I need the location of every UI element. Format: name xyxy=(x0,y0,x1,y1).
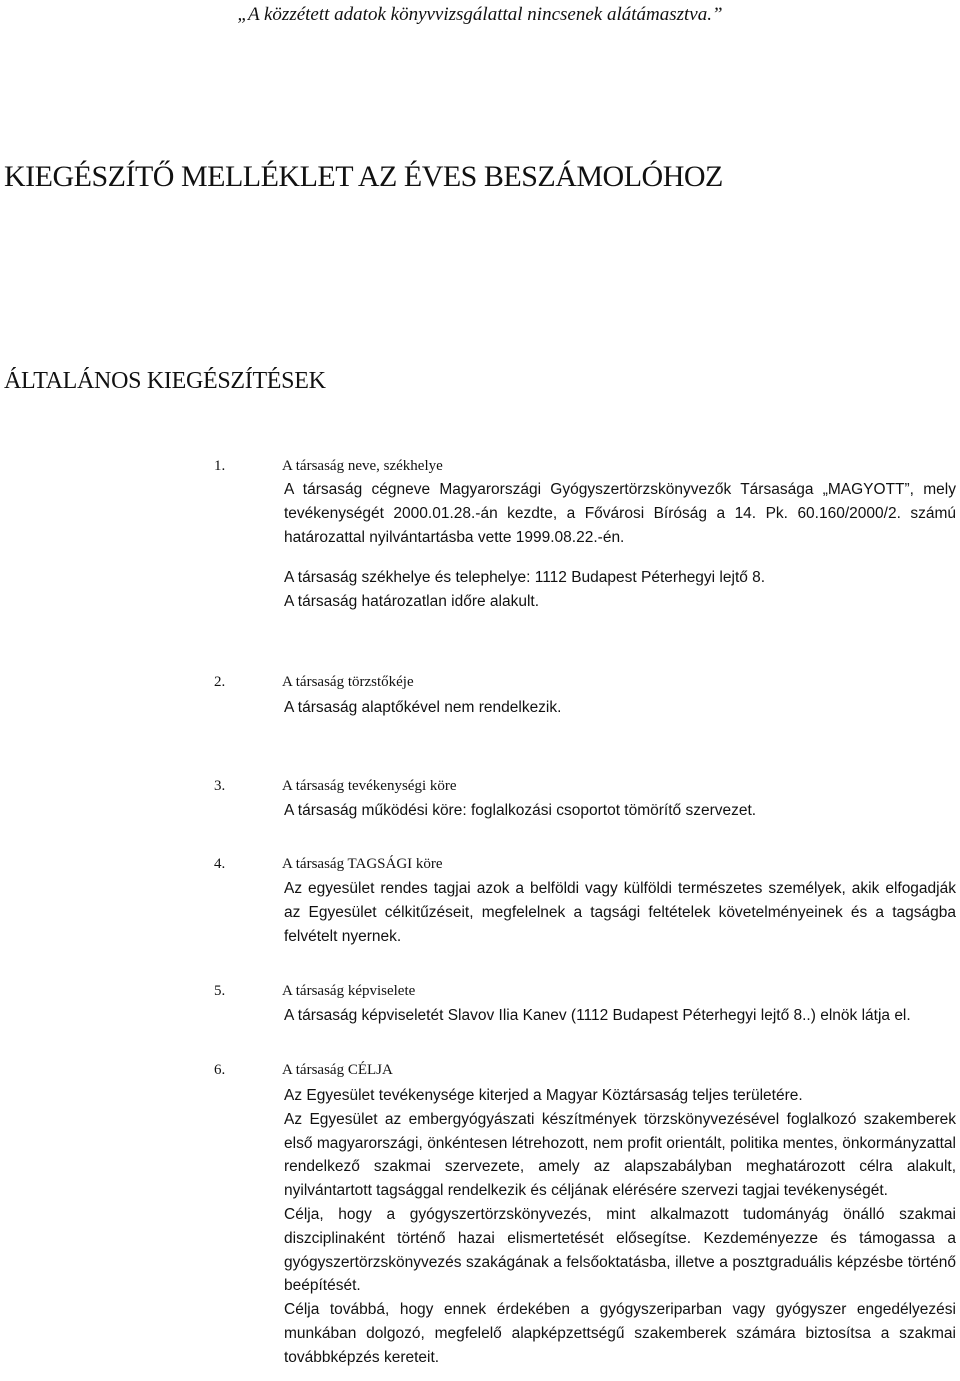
item-label: A társaság tevékenységi köre xyxy=(282,778,457,794)
item-number: 1. xyxy=(214,458,226,474)
item-3-body xyxy=(284,799,956,823)
item-3-paragraph-1: A társaság működési köre: foglalkozási csoportot tömörítő szervezet. xyxy=(284,802,757,819)
item-6-paragraph-1: Az Egyesület tevékenysége kiterjed a Magyar Köztársaság teljes területére. xyxy=(284,1087,803,1104)
item-label: A társaság törzstőkéje xyxy=(282,674,414,690)
item-label: A társaság képviselete xyxy=(282,983,416,999)
item-6-paragraph-2: Az Egyesület az embergyógyászati készítmények törzskönyvezésével foglalkozó szakemberek első magyarországi, önkéntesen létrehozott, nem profit orientált, politika mentes, önkormányzattal rendelkező szakmai szervezete, amely az alapszabályban meghatározott célra alakult, nyilvántartott tagsággal rendelkezik és céljának elérésére szervezi tagjai tevékenységét. xyxy=(284,1110,956,1200)
item-number: 4. xyxy=(214,856,226,872)
item-number: 6. xyxy=(214,1062,226,1078)
item-1-paragraph-2: A társaság székhelye és telephelye: 1112 Budapest Péterhegyi lejtő 8. xyxy=(284,569,766,587)
item-1-body xyxy=(284,478,956,614)
item-1-paragraph-1: A társaság cégneve Magyarországi Gyógyszertörzskönyvezők Társasága „MAGYOTT”, mely tevékenységét 2000.01.28.-án kezdte, a Fővárosi Bíróság a 14. Pk. 60.160/2000/2. számú határozattal nyilvántartásba vette 1999.08.22.-én. xyxy=(284,481,956,546)
item-2-paragraph-1: A társaság alaptőkével nem rendelkezik. xyxy=(284,699,562,716)
item-6-paragraph-3: Célja, hogy a gyógyszertörzskönyvezés, mint alkalmazott tudományág önálló szakmai diszciplinaként történő hazai elismertetését elősegítse. Kezdeményezze és támogassa a gyógyszertörzskönyvezés szakágának a felsőoktatásba, illetve a posztgraduális képzésbe történő beépítését. xyxy=(284,1205,956,1295)
disclaimer: „A közzétett adatok könyvvizsgálattal nincsenek alátámasztva.” xyxy=(237,4,723,25)
item-label: A társaság CÉLJA xyxy=(282,1062,393,1078)
item-label: A társaság neve, székhelye xyxy=(282,458,443,474)
item-5-paragraph-1: A társaság képviseletét Slavov Ilia Kanev (1112 Budapest Péterhegyi lejtő 8..) elnök látja el. xyxy=(284,1007,911,1024)
item-6-body xyxy=(284,1084,956,1370)
item-number: 2. xyxy=(214,674,226,690)
section-title: ÁLTALÁNOS KIEGÉSZÍTÉSEK xyxy=(4,368,326,394)
item-2-body xyxy=(284,696,956,720)
item-label: A társaság TAGSÁGI köre xyxy=(282,856,443,872)
item-5-body xyxy=(284,1004,956,1028)
item-6-paragraph-4: Célja továbbá, hogy ennek érdekében a gyógyszeriparban vagy gyógyszer engedélyezési munkában dolgozó, megfelelő alapképzettségű szakemberek számára biztosítsa a szakmai továbbképzés kereteit. xyxy=(284,1301,956,1366)
item-4-paragraph-1: Az egyesület rendes tagjai azok a belföldi vagy külföldi természetes személyek, akik elfogadják az Egyesület célkitűzéseit, megfelelnek a tagsági feltételek követelményeinek és a tagságba felvételt nyernek. xyxy=(284,880,956,945)
item-number: 5. xyxy=(214,983,226,999)
item-number: 3. xyxy=(214,778,226,794)
item-1-paragraph-3: A társaság határozatlan időre alakult. xyxy=(284,593,540,611)
main-title: KIEGÉSZÍTŐ MELLÉKLET AZ ÉVES BESZÁMOLÓHOZ xyxy=(4,160,723,193)
item-4-body xyxy=(284,877,956,948)
